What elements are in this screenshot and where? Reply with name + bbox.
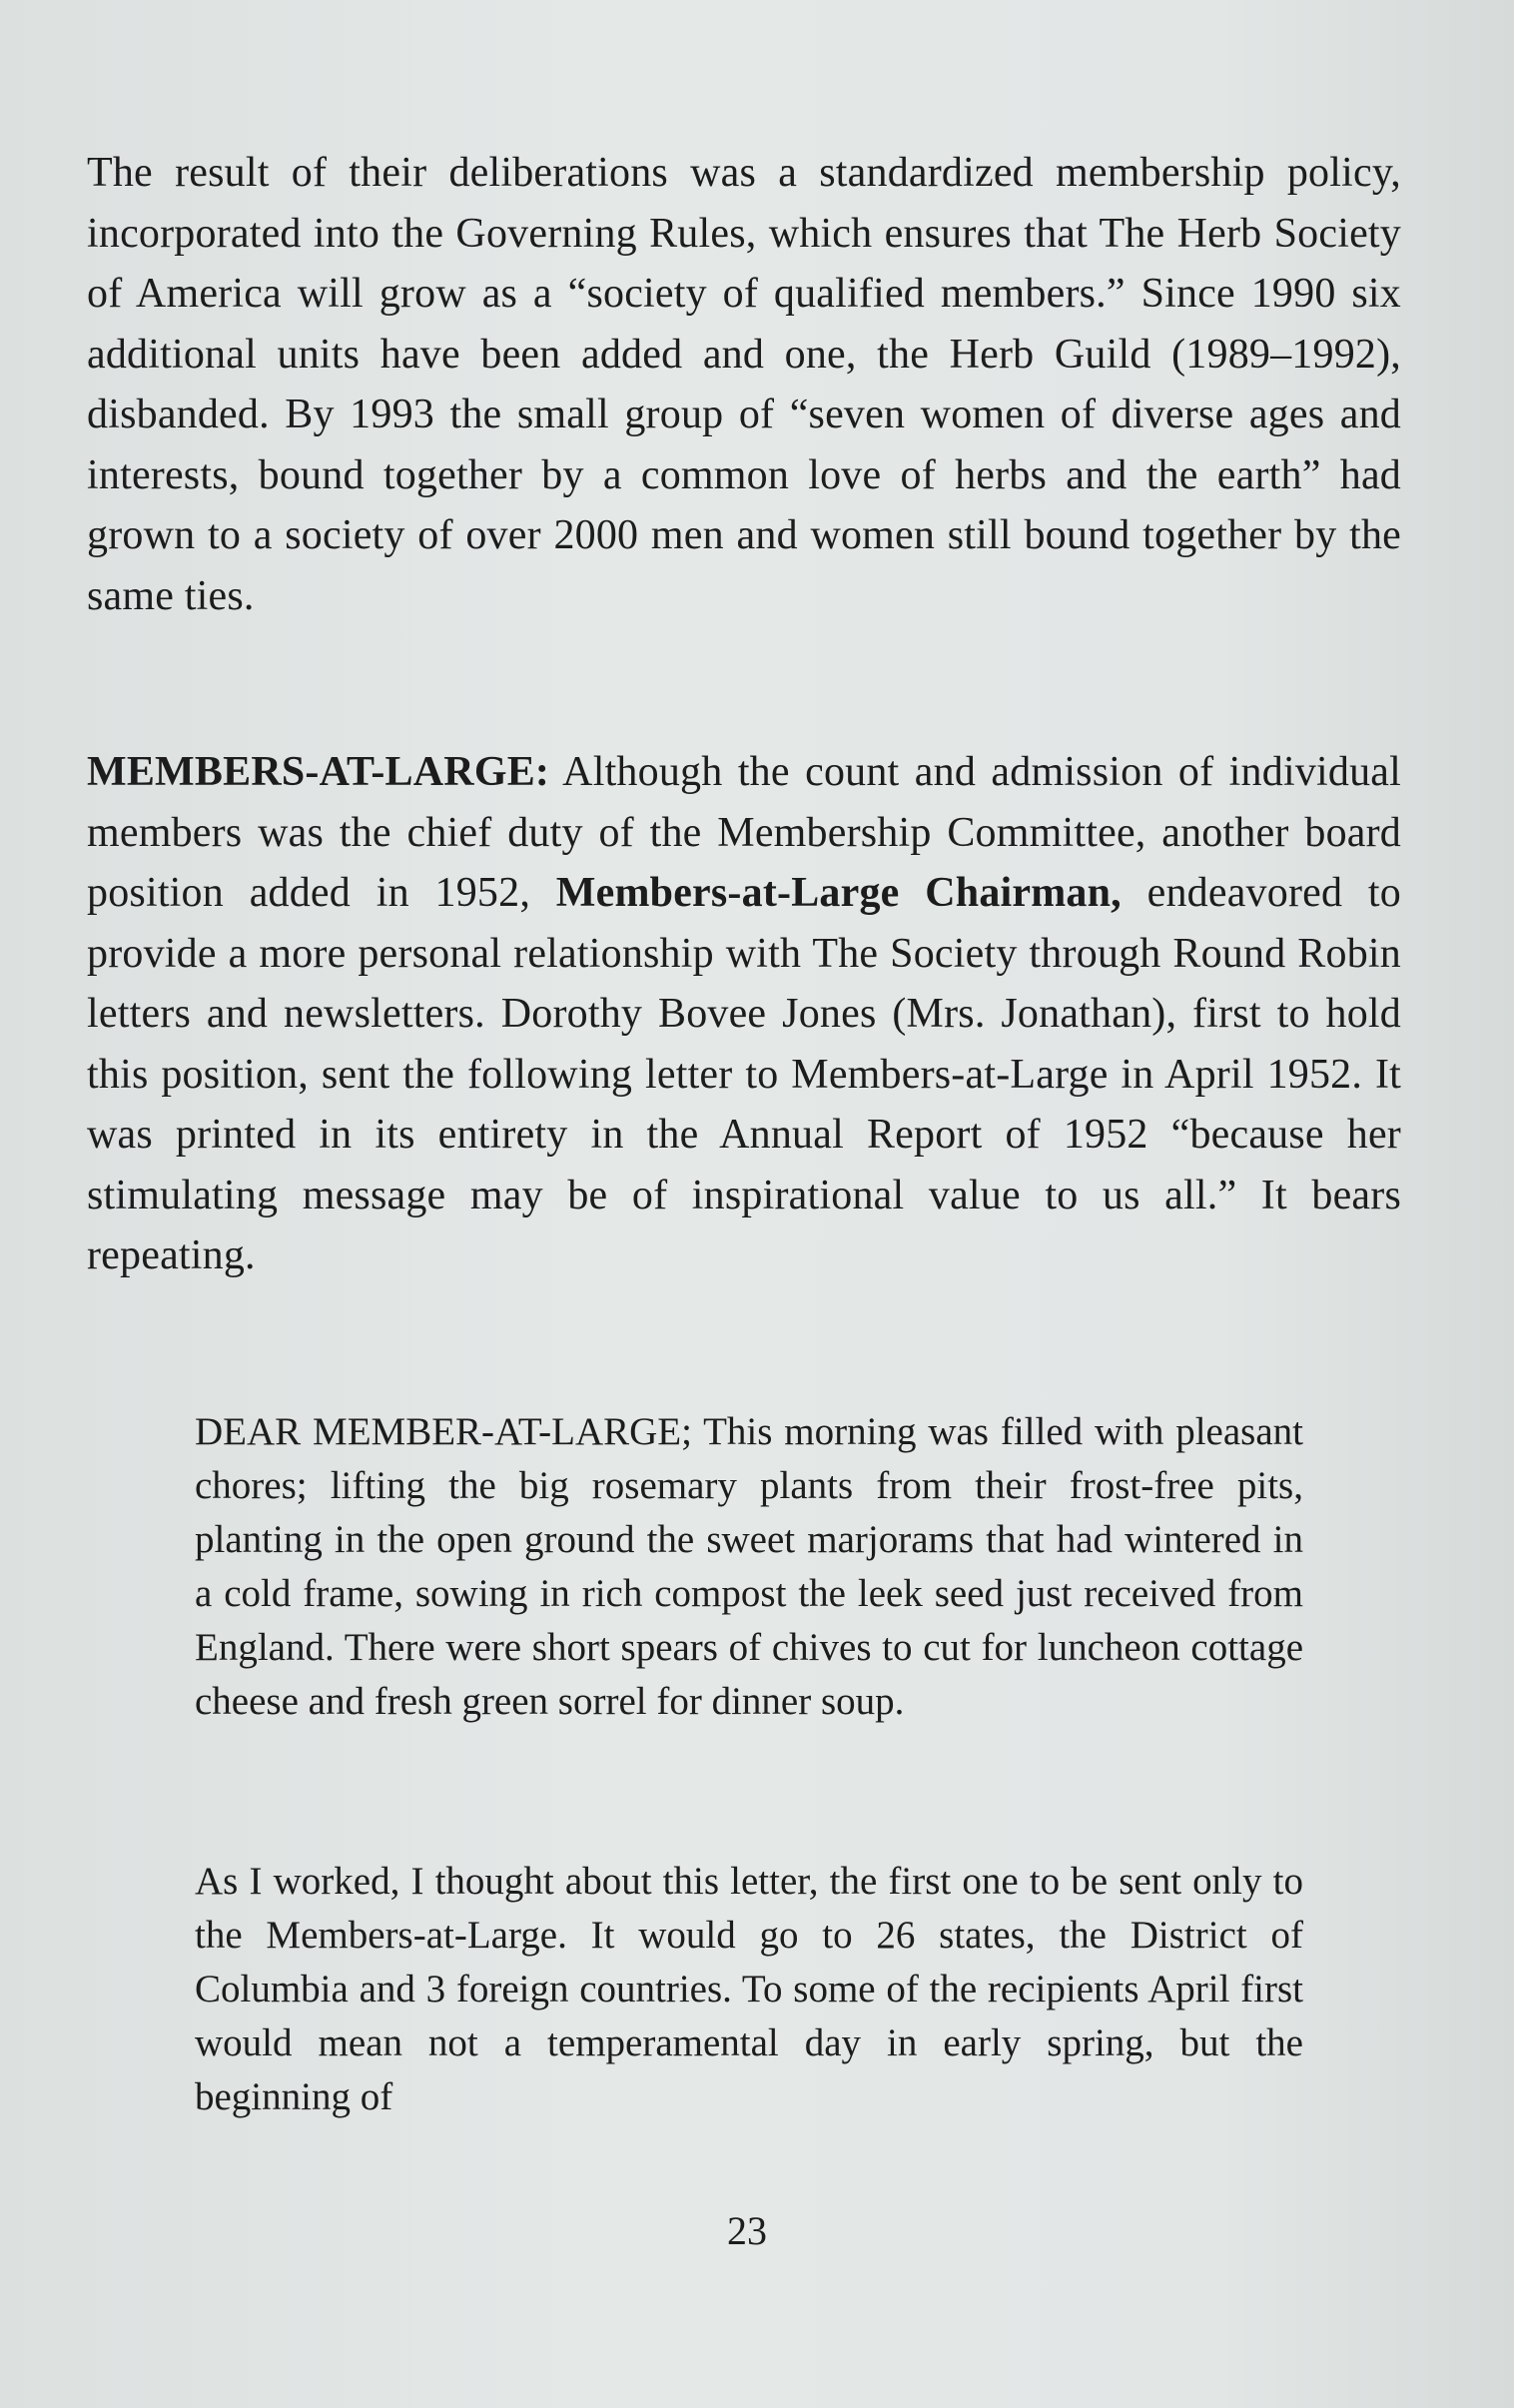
paragraph-membership-policy-text: The result of their deliberations was a standardized membership policy, incorporated into the Governing Rules, which ensures that The Herb Society of America will grow as a “society of qualified members.” Since 1990 six additional units have been added and one, the Herb Guild (1989–1992), disbanded. By 1993 the small group of “seven women of diverse ages and interests, bound together by a common love of herbs and the earth” had grown to a society of over 2000 men and women still bound together by the same ties. — [87, 150, 1401, 619]
paragraph-members-at-large-text-a: Although the count and admission of individual members was the chief duty of the Membership Committee, another board position added in 1952, — [87, 749, 1401, 916]
paragraph-members-at-large — [87, 742, 1401, 1286]
page-number: 23 — [727, 2208, 767, 2253]
quoted-letter-paragraph-1-text: DEAR MEMBER-AT-LARGE; This morning was filled with pleasant chores; lifting the big rosemary plants from their frost-free pits, planting in the open ground the sweet marjorams that had wintered in a cold frame, sowing in rich compost the leek seed just received from England. There were short spears of chives to cut for luncheon cottage cheese and fresh green sorrel for dinner soup. — [195, 1410, 1303, 1723]
quoted-letter-paragraph-2-text: As I worked, I thought about this letter, the first one to be sent only to the Members-at-Large. It would go to 26 states, the District of Columbia and 3 foreign countries. To some of the recipients April first would mean not a temperamental day in early spring, but the beginning of — [195, 1860, 1303, 2118]
bold-term-members-at-large-chairman: Members-at-Large Chairman, — [555, 870, 1122, 916]
section-heading-members-at-large: MEMBERS-AT-LARGE: — [87, 749, 550, 795]
quoted-letter-paragraph-2 — [195, 1855, 1303, 2124]
paragraph-members-at-large-text-b: endeavored to provide a more personal relationship with The Society through Round Robin letters and newsletters. Dorothy Bovee Jones (Mrs. Jonathan), first to hold this position, sent the following letter to Members-at-Large in April 1952. It was printed in its entirety in the Annual Report of 1952 “because her stimulating message may be of inspirational value to us all.” It bears repeating. — [87, 870, 1401, 1278]
quoted-letter-paragraph-1 — [195, 1405, 1303, 1729]
paragraph-membership-policy — [87, 143, 1401, 626]
